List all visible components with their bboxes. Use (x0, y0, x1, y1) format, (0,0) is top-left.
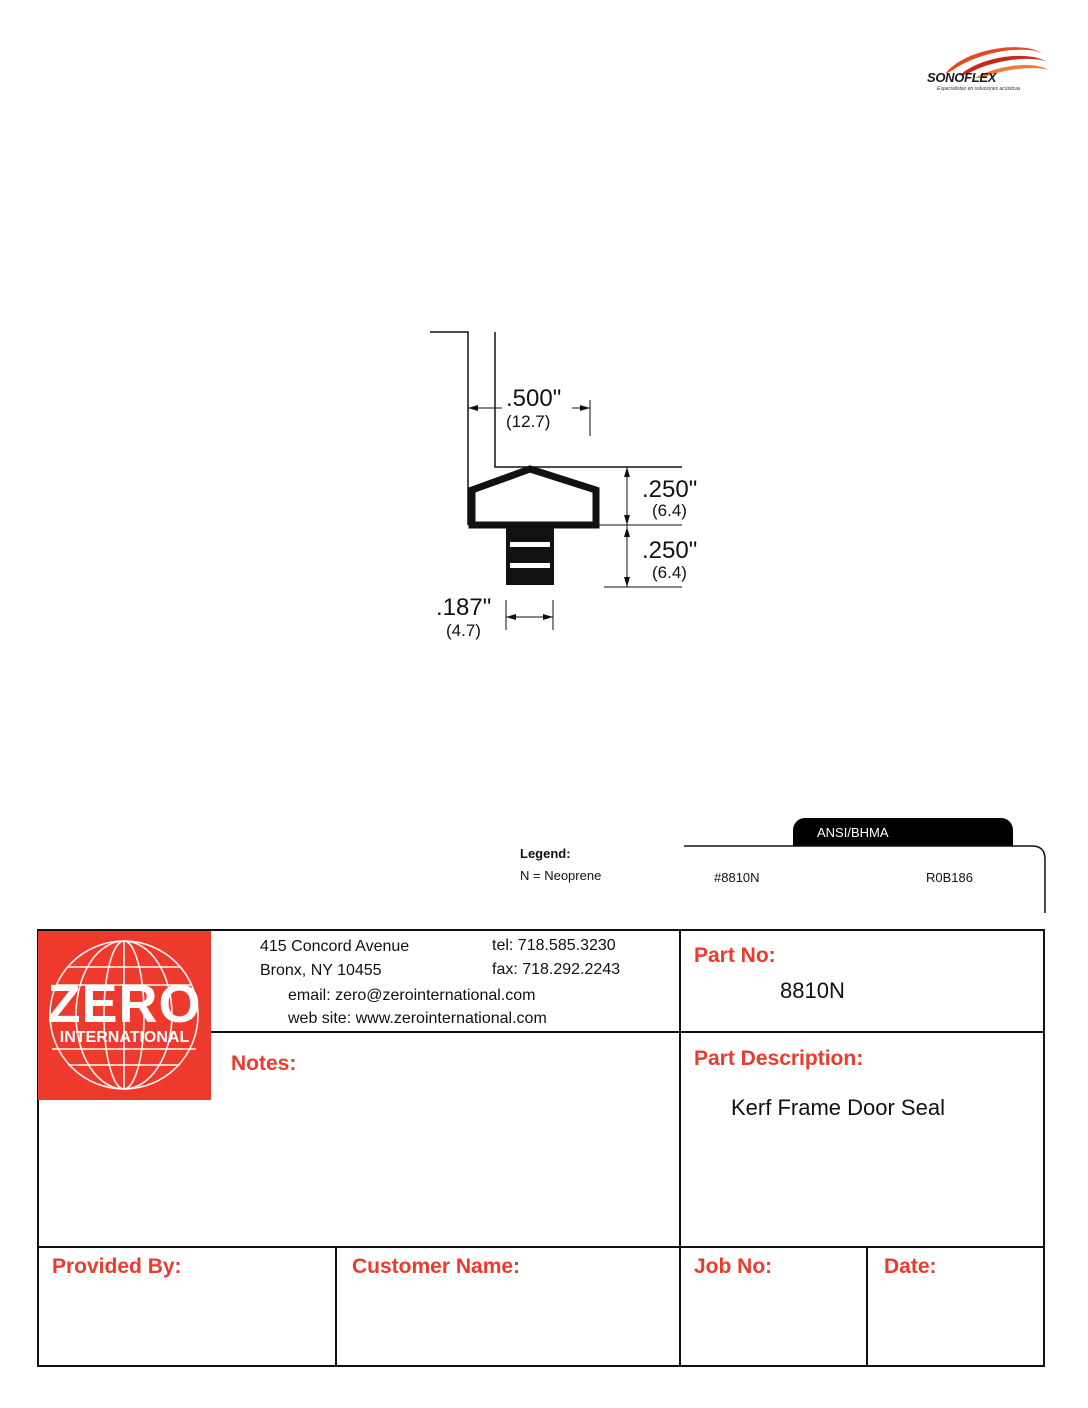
dim-stem-mm: (6.4) (652, 563, 687, 582)
zero-international-logo (38, 931, 211, 1100)
sonoflex-wordmark: SONOFLEX (927, 70, 997, 85)
address-street: 415 Concord Avenue (260, 938, 410, 955)
part-description-label: Part Description: (694, 1047, 864, 1070)
dim-head-mm: (6.4) (652, 501, 687, 520)
dim-stem-width-mm: (4.7) (446, 621, 481, 640)
legend-title: Legend: (520, 846, 571, 861)
part-no-label: Part No: (694, 944, 776, 967)
dim-width-inches: .500" (506, 385, 562, 412)
date-label: Date: (884, 1255, 937, 1278)
fax-number: fax: 718.292.2243 (492, 961, 621, 978)
phone-number: tel: 718.585.3230 (492, 937, 616, 954)
website-address[interactable]: web site: www.zerointernational.com (288, 1010, 547, 1027)
legend-item: N = Neoprene (520, 868, 602, 883)
seal-stem (506, 525, 554, 585)
ansi-tab (793, 818, 1013, 846)
part-description-value: Kerf Frame Door Seal (731, 1095, 945, 1120)
address-city: Bronx, NY 10455 (260, 962, 382, 979)
provided-by-label: Provided By: (52, 1255, 182, 1278)
sonoflex-tagline: Especialistas en soluciones acústicas (937, 86, 1021, 92)
seal-profile-drawing (420, 320, 740, 660)
ansi-code: R0B186 (926, 870, 973, 885)
dim-head-inches: .250" (642, 476, 698, 503)
dim-width-mm: (12.7) (506, 412, 551, 431)
sonoflex-logo (925, 40, 1055, 100)
seal-head (472, 469, 596, 525)
dim-stem-width-inches: .187" (436, 594, 492, 621)
zero-international-text: INTERNATIONAL (59, 1029, 190, 1046)
frame-outer-line (430, 332, 468, 525)
part-no-value: 8810N (780, 978, 845, 1003)
customer-name-label: Customer Name: (352, 1255, 521, 1278)
ansi-part-ref: #8810N (714, 870, 760, 885)
zero-wordmark: ZERO (47, 974, 202, 1034)
ansi-tab-label: ANSI/BHMA (817, 824, 889, 840)
job-no-label: Job No: (694, 1255, 773, 1278)
email-address[interactable]: email: zero@zerointernational.com (288, 987, 536, 1004)
notes-label: Notes: (231, 1052, 297, 1075)
dim-stem-inches: .250" (642, 537, 698, 564)
